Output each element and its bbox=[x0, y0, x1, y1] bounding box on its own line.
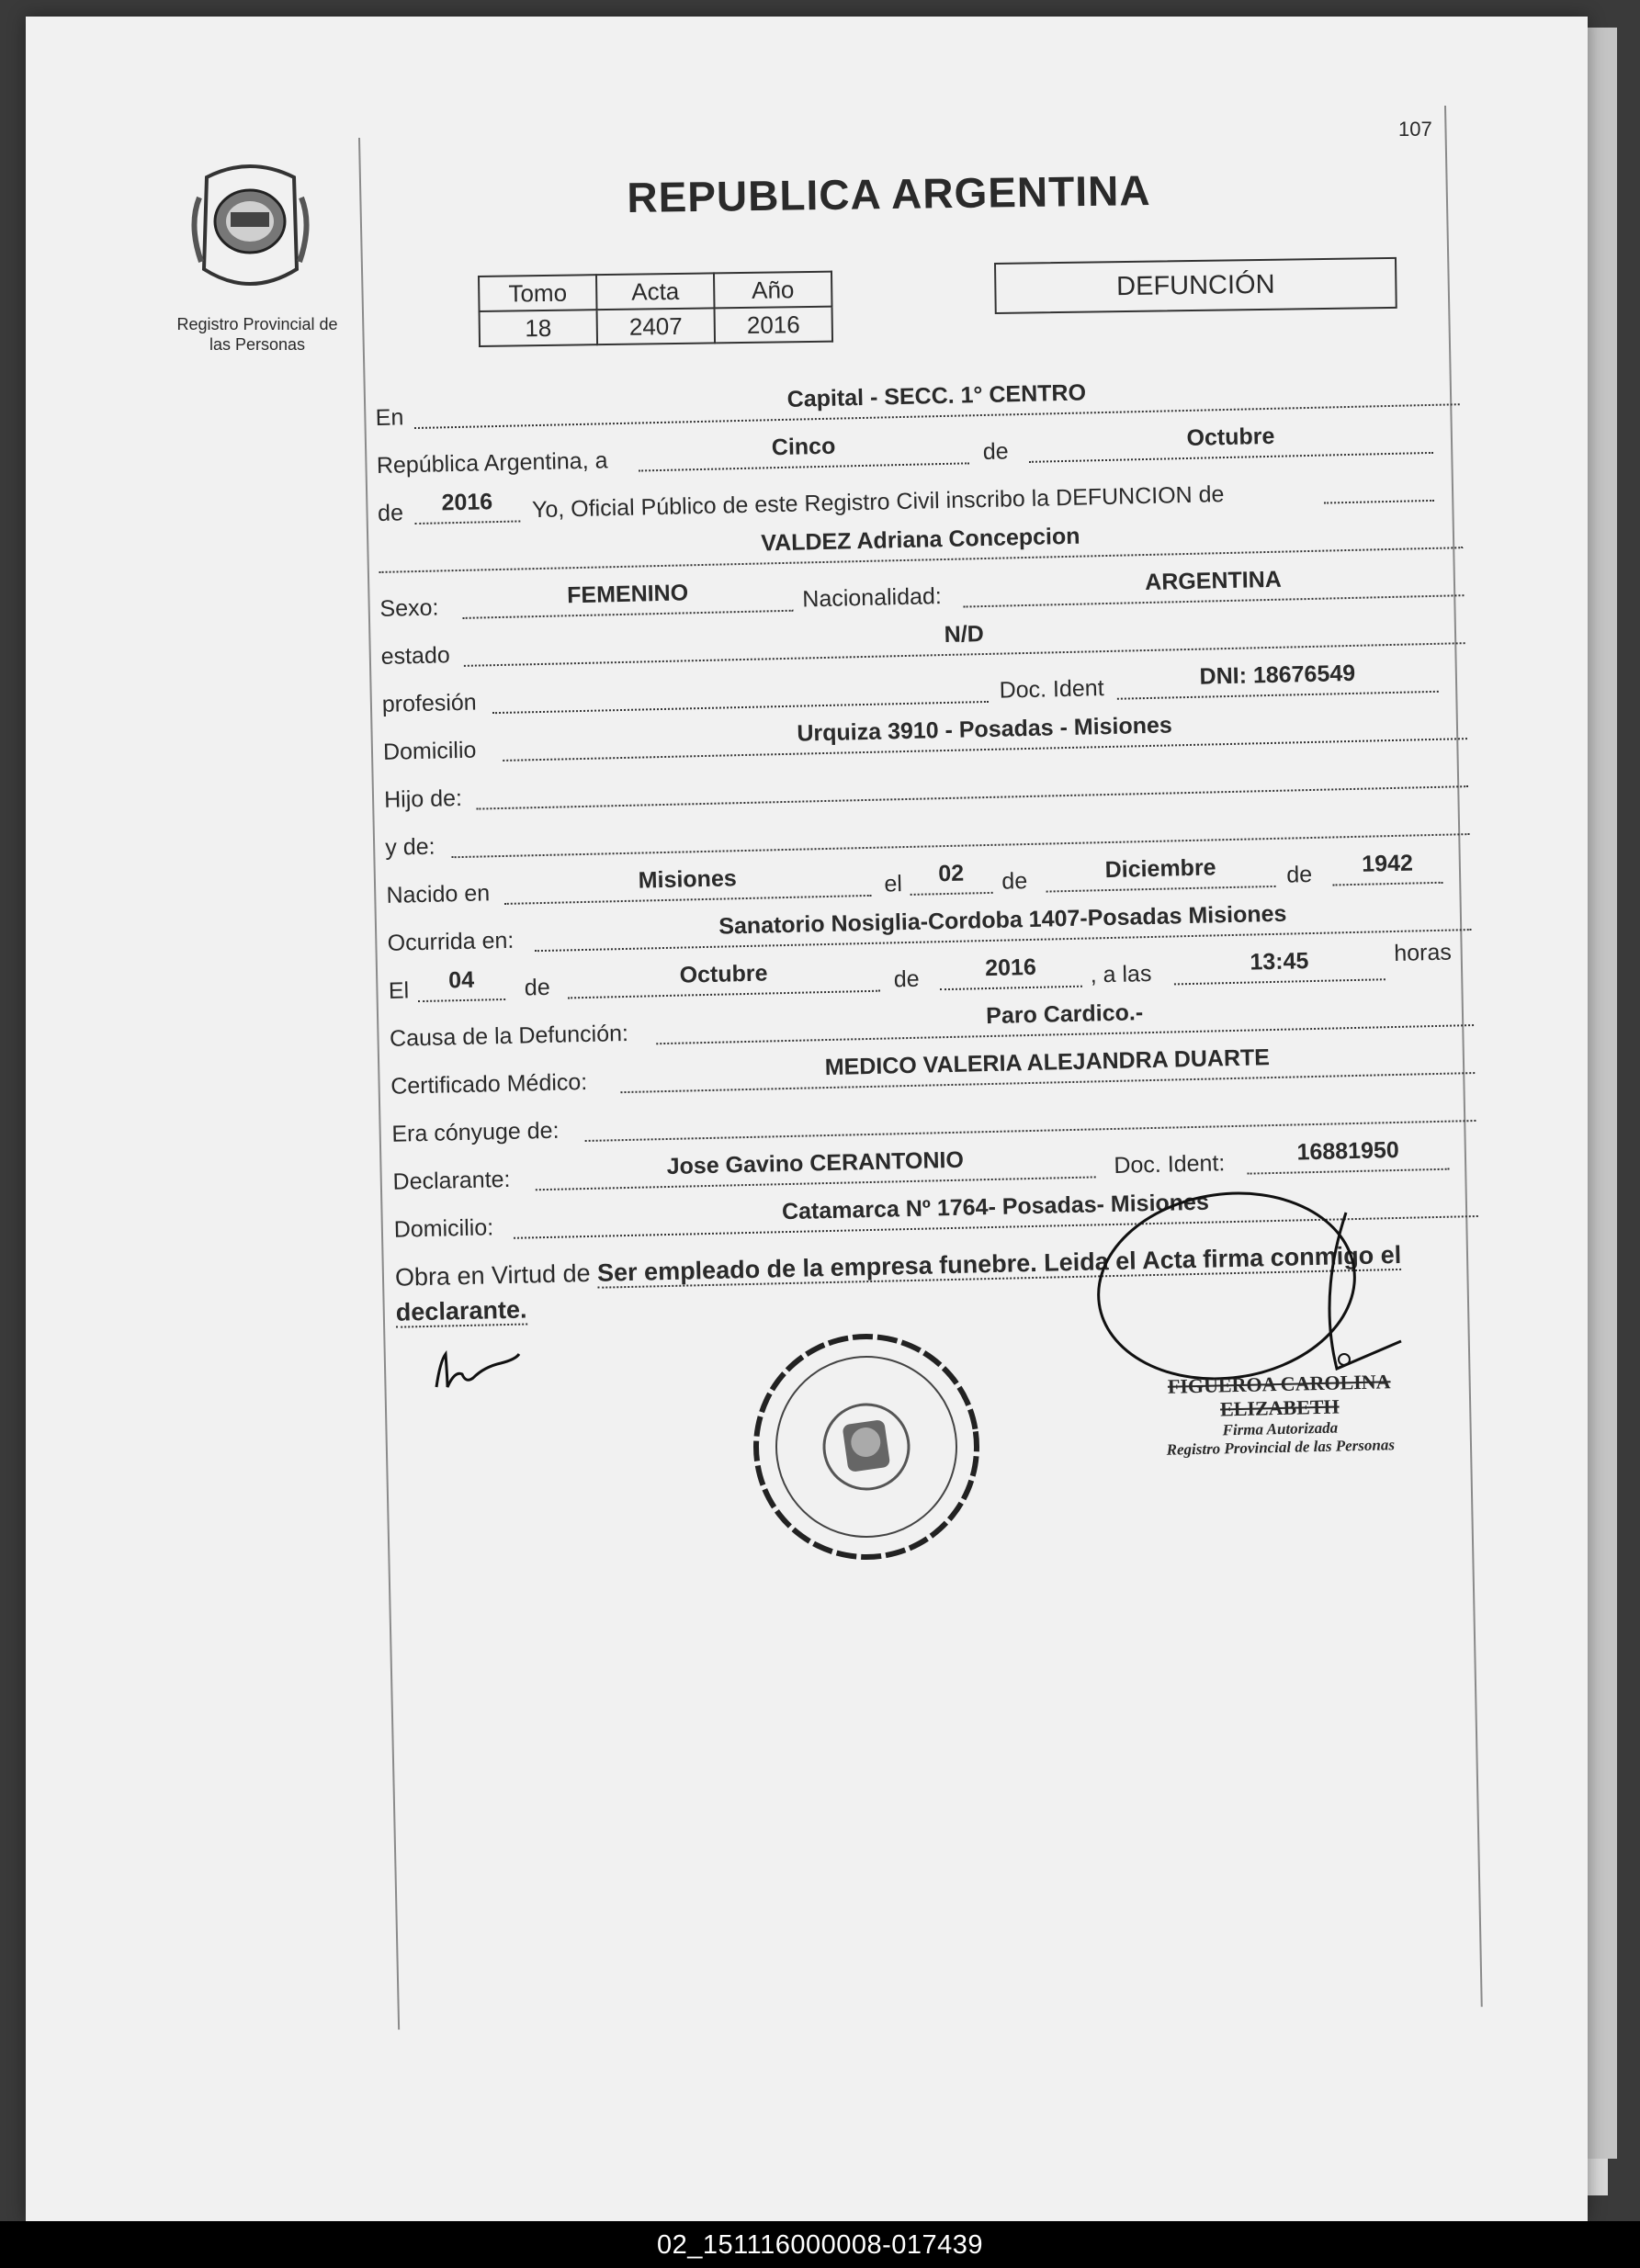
value-domicilio: Urquiza 3910 - Posadas - Misiones bbox=[797, 712, 1173, 747]
field-nacido-en bbox=[503, 867, 872, 905]
value-anio: 2016 bbox=[441, 489, 493, 516]
value-estado: N/D bbox=[944, 621, 985, 649]
header-acta: Acta bbox=[596, 273, 715, 310]
label-nacido-en: Nacido en bbox=[386, 880, 491, 908]
label-hijo-de: Hijo de: bbox=[383, 784, 463, 813]
label-republica: República Argentina, a bbox=[376, 447, 608, 479]
value-declarante: Jose Gavino CERANTONIO bbox=[666, 1146, 965, 1180]
label-doc-ident: Doc. Ident bbox=[999, 675, 1104, 704]
registry-name-line2: las Personas bbox=[209, 335, 306, 354]
field-hora bbox=[1173, 948, 1386, 985]
value-nac-anio: 1942 bbox=[1361, 850, 1414, 877]
field-declarante bbox=[535, 1148, 1096, 1190]
page-number: 107 bbox=[1398, 118, 1432, 141]
value-sexo: FEMENINO bbox=[566, 580, 689, 609]
label-profesion: profesión bbox=[381, 689, 477, 717]
value-documento: DNI: 18676549 bbox=[1199, 660, 1356, 690]
value-hora: 13:45 bbox=[1250, 948, 1309, 976]
value-acta: 2407 bbox=[597, 308, 716, 344]
signer-role: Firma Autorizada bbox=[1222, 1418, 1339, 1439]
document-id: 02_151116000008-017439 bbox=[656, 2230, 984, 2260]
field-nac-mes bbox=[1046, 854, 1276, 893]
value-observacion-2: declarante. bbox=[395, 1295, 527, 1326]
label-a-las: , a las bbox=[1090, 960, 1152, 988]
field-nac-anio bbox=[1332, 850, 1443, 886]
value-def-anio: 2016 bbox=[984, 953, 1037, 982]
value-ocurrida-en: Sanatorio Nosiglia-Cordoba 1407-Posadas Misiones bbox=[718, 900, 1287, 940]
field-blank bbox=[1323, 472, 1434, 504]
signer-block bbox=[1127, 1369, 1432, 1460]
label-domicilio2: Domicilio: bbox=[393, 1214, 494, 1243]
field-mes bbox=[1028, 424, 1433, 463]
registry-name bbox=[152, 314, 363, 355]
label-de-nac: de bbox=[1001, 868, 1028, 895]
label-causa: Causa de la Defunción: bbox=[389, 1020, 629, 1052]
value-nacido-en: Misiones bbox=[638, 865, 738, 894]
reference-table bbox=[478, 271, 833, 347]
value-nombre: VALDEZ Adriana Concepcion bbox=[760, 523, 1080, 557]
value-declarante-doc: 16881950 bbox=[1296, 1136, 1400, 1166]
label-obra: Obra en Virtud de bbox=[394, 1258, 591, 1292]
value-declarante-domicilio: Catamarca Nº 1764- Posadas- Misiones bbox=[781, 1189, 1210, 1225]
value-causa: Paro Cardico.- bbox=[985, 999, 1144, 1030]
declarant-signature-icon bbox=[427, 1343, 528, 1398]
label-nacionalidad: Nacionalidad: bbox=[802, 583, 943, 613]
field-anio bbox=[414, 489, 521, 525]
label-declarante: Declarante: bbox=[392, 1166, 511, 1195]
field-def-dia bbox=[417, 966, 505, 1002]
label-estado: estado bbox=[380, 642, 451, 670]
field-def-mes bbox=[567, 960, 880, 999]
page-title: REPUBLICA ARGENTINA bbox=[627, 166, 1151, 221]
label-el-cap: El bbox=[388, 977, 410, 1004]
value-certificado: MEDICO VALERIA ALEJANDRA DUARTE bbox=[824, 1044, 1271, 1081]
value-observacion-1: Ser empleado de la empresa funebre. Leida el Acta firma conmigo el bbox=[596, 1240, 1402, 1287]
value-dia: Cinco bbox=[771, 433, 836, 461]
value-nac-mes: Diciembre bbox=[1104, 854, 1216, 884]
registry-name-line1: Registro Provincial de bbox=[176, 315, 338, 333]
label-y-de: y de: bbox=[385, 833, 435, 861]
label-conyuge: Era cónyuge de: bbox=[391, 1117, 560, 1147]
label-de-def-anio: de bbox=[893, 965, 920, 993]
field-sexo bbox=[462, 582, 794, 619]
value-lugar: Capital - SECC. 1° CENTRO bbox=[786, 379, 1087, 412]
field-profesion bbox=[492, 673, 989, 714]
label-sexo: Sexo: bbox=[379, 594, 439, 622]
value-anio: 2016 bbox=[715, 307, 833, 344]
value-def-dia: 04 bbox=[447, 966, 475, 994]
field-dia bbox=[638, 434, 969, 471]
label-domicilio: Domicilio bbox=[382, 737, 477, 765]
label-horas: horas bbox=[1393, 939, 1453, 966]
label-de-anio: de bbox=[377, 500, 404, 526]
value-mes: Octubre bbox=[1186, 423, 1275, 451]
field-declarante-doc bbox=[1247, 1136, 1450, 1175]
value-nac-dia: 02 bbox=[937, 860, 965, 887]
label-el: el bbox=[884, 871, 903, 897]
label-certificado: Certificado Médico: bbox=[390, 1068, 588, 1100]
signer-name: FIGUEROA CAROLINA ELIZABETH bbox=[1167, 1370, 1391, 1421]
label-de-def: de bbox=[524, 974, 550, 1001]
label-en: En bbox=[375, 404, 404, 431]
label-de: de bbox=[982, 438, 1009, 466]
value-tomo: 18 bbox=[480, 310, 598, 346]
signer-office: Registro Provincial de las Personas bbox=[1166, 1436, 1396, 1459]
header-anio: Año bbox=[714, 272, 832, 309]
field-nacionalidad bbox=[963, 567, 1465, 607]
header-tomo: Tomo bbox=[479, 275, 597, 311]
official-seal-icon bbox=[742, 1323, 990, 1571]
label-de-nac-anio: de bbox=[1285, 861, 1313, 888]
field-def-anio bbox=[939, 953, 1082, 991]
field-documento bbox=[1116, 660, 1439, 700]
label-doc-ident2: Doc. Ident: bbox=[1114, 1150, 1226, 1179]
label-ocurrida-en: Ocurrida en: bbox=[387, 927, 515, 956]
value-nacionalidad: ARGENTINA bbox=[1144, 566, 1283, 596]
field-nac-dia bbox=[910, 860, 993, 896]
value-def-mes: Octubre bbox=[679, 960, 768, 988]
record-type-box: DEFUNCIÓN bbox=[994, 257, 1397, 314]
province-emblem-icon bbox=[188, 161, 312, 299]
label-yo-oficial: Yo, Oficial Público de este Registro Civil inscribo la DEFUNCION de bbox=[531, 481, 1225, 524]
